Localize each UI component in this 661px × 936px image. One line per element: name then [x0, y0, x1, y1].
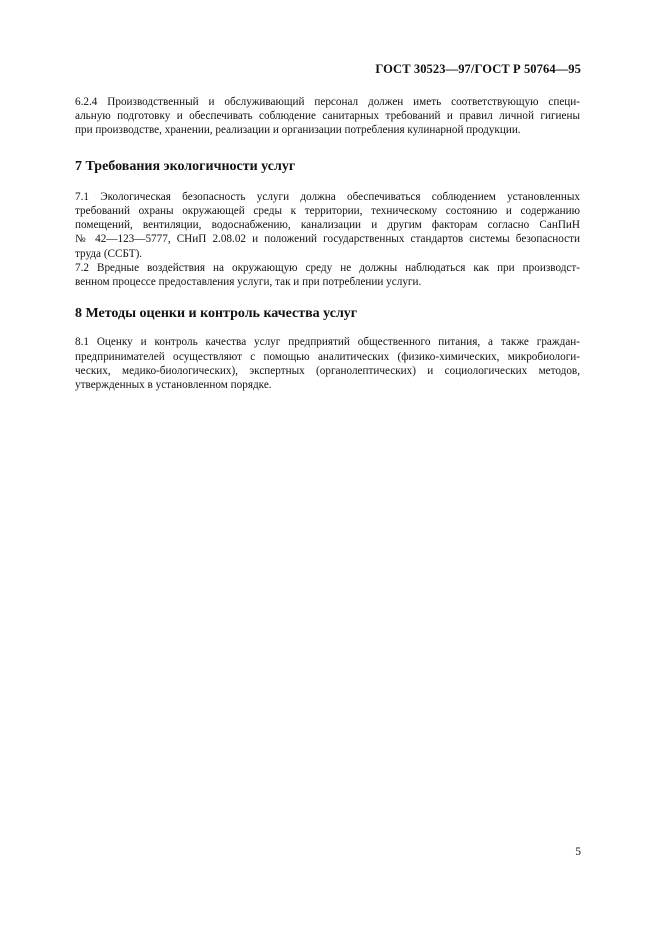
paragraph-line: труда (ССБТ).: [75, 247, 143, 260]
paragraph-line: ческих, медико-биологических), экспертных (органолептических) и социологических методов,: [75, 364, 580, 377]
paragraph-7-1: [75, 190, 580, 261]
paragraph-8-1: [75, 335, 580, 392]
paragraph-line: при производстве, хранении, реализации и организации потребления кулинарной продукции.: [75, 124, 521, 137]
paragraph-line: № 42—123—5777, СНиП 2.08.02 и положений государственных стандартов системы безопасности: [75, 233, 580, 246]
paragraph-line: 8.1 Оценку и контроль качества услуг предприятий общественного питания, а также граждан-: [75, 336, 580, 349]
paragraph-line: 7.2 Вредные воздействия на окружающую среду не должны наблюдаться как при производст-: [75, 261, 580, 274]
page-number: 5: [575, 846, 581, 858]
section-8-heading: 8 Методы оценки и контроль качества услуг: [75, 306, 358, 322]
paragraph-line: предпринимателей осуществляют с помощью аналитических (физико-химических, микробиологи-: [75, 350, 580, 363]
section-7-heading: 7 Требования экологичности услуг: [75, 158, 296, 174]
paragraph-line: требований охраны окружающей среды к территории, техническому состоянию и содержанию: [75, 205, 580, 218]
paragraph-line: 6.2.4 Производственный и обслуживающий персонал должен иметь соответствующую специ-: [75, 96, 580, 108]
paragraph-line: 7.1 Экологическая безопасность услуги должна обеспечиваться соблюдением установленных: [75, 190, 580, 203]
paragraph-7-2: [75, 261, 580, 289]
paragraph-line: утвержденных в установленном порядке.: [75, 379, 272, 392]
paragraph-line: альную подготовку и обеспечивать соблюдение санитарных требований и правил личной гигиены: [75, 110, 580, 123]
document-designation-header: ГОСТ 30523—97/ГОСТ Р 50764—95: [375, 62, 581, 76]
paragraph-line: помещений, вентиляции, водоснабжению, канализации и другим факторам согласно СанПиН: [75, 219, 580, 232]
paragraph-line: венном процессе предоставления услуги, так и при потреблении услуги.: [75, 276, 422, 289]
page-content: [75, 95, 580, 392]
paragraph-6-2-4: [75, 95, 580, 138]
